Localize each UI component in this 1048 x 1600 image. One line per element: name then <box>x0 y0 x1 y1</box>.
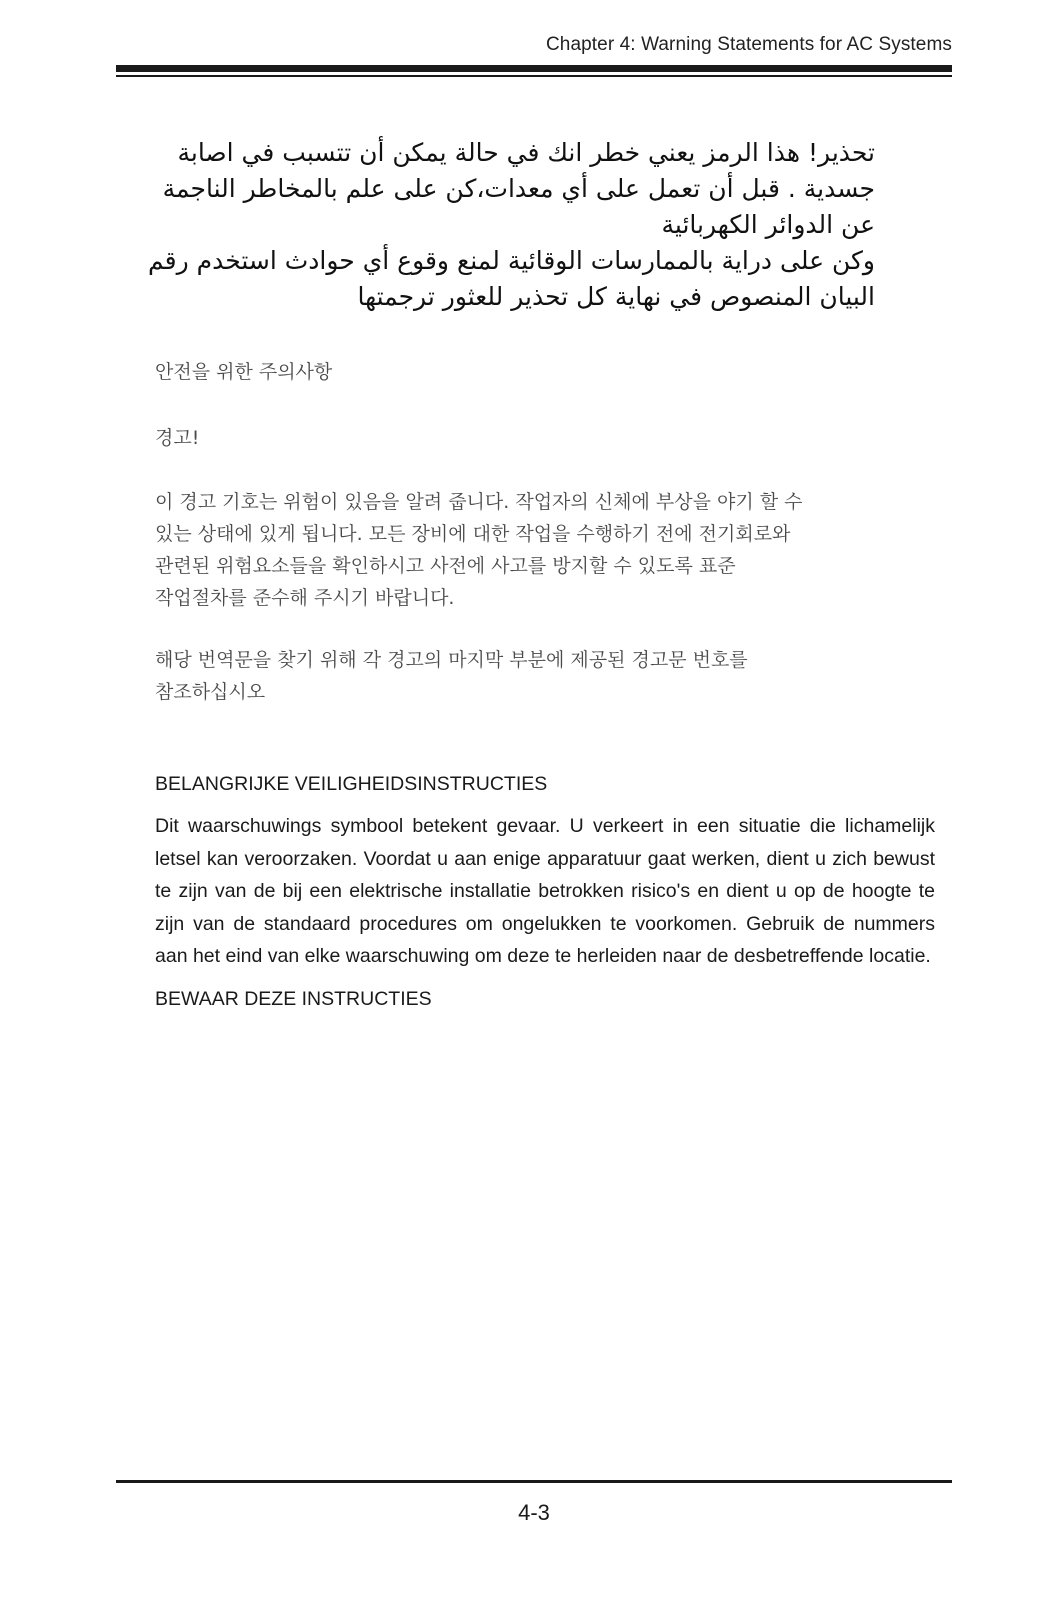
arabic-paragraph-1: تحذير! هذا الرمز يعني خطر انك في حالة يمكن أن تتسبب في اصابة جسدية . قبل أن تعمل على أي معدات،كن على علم بالمخاطر الناجمة عن الدوائر الكهربائية <box>162 138 875 239</box>
arabic-paragraph-2: وكن على دراية بالممارسات الوقائية لمنع وقوع أي حوادث استخدم رقم البيان المنصوص في نهاية كل تحذير للعثور ترجمتها <box>148 246 875 311</box>
dutch-save-instructions: BEWAAR DEZE INSTRUCTIES <box>155 987 432 1010</box>
footer-rule <box>116 1480 952 1483</box>
chapter-header-title: Chapter 4: Warning Statements for AC Systems <box>545 34 952 55</box>
korean-paragraph-2-line: 해당 번역문을 찾기 위해 각 경고의 마지막 부분에 제공된 경고문 번호를 <box>155 649 748 671</box>
header-rule-thin <box>116 75 952 77</box>
korean-heading: 안전을 위한 주의사항 <box>155 361 333 383</box>
korean-warning-label: 경고! <box>155 427 200 449</box>
page-number: 4-3 <box>518 1500 550 1525</box>
header-rule <box>116 65 952 72</box>
korean-paragraph-2-line: 참조하십시오 <box>155 681 266 703</box>
korean-paragraph-1-line: 있는 상태에 있게 됩니다. 모든 장비에 대한 작업을 수행하기 전에 전기회로와 <box>155 523 791 545</box>
dutch-body: Dit waarschuwings symbool betekent gevaar. U verkeert in een situatie die lichamelijk letsel kan veroorzaken. Voordat u aan enige apparatuur gaat werken, dient u zich bewust te zijn van de bij een elektrische installatie betrokken risico's en dient u op de hoogte te zijn van de standaard procedures om ongelukken te voorkomen. Gebruik de nummers aan het eind van elke waarschuwing om deze te herleiden naar de desbetreffende locatie. <box>155 815 935 967</box>
korean-paragraph-1-line: 이 경고 기호는 위험이 있음을 알려 줍니다. 작업자의 신체에 부상을 야기 할 수 <box>155 491 803 513</box>
dutch-heading: BELANGRIJKE VEILIGHEIDSINSTRUCTIES <box>155 773 548 795</box>
arabic-warning-section <box>130 135 875 315</box>
korean-paragraph-2 <box>155 644 935 708</box>
korean-warning-section <box>155 356 935 708</box>
dutch-warning-section <box>155 770 935 1013</box>
korean-paragraph-1-line: 작업절차를 준수해 주시기 바랍니다. <box>155 587 455 609</box>
korean-paragraph-1 <box>155 486 935 614</box>
korean-paragraph-1-line: 관련된 위험요소들을 확인하시고 사전에 사고를 방지할 수 있도록 표준 <box>155 555 736 577</box>
